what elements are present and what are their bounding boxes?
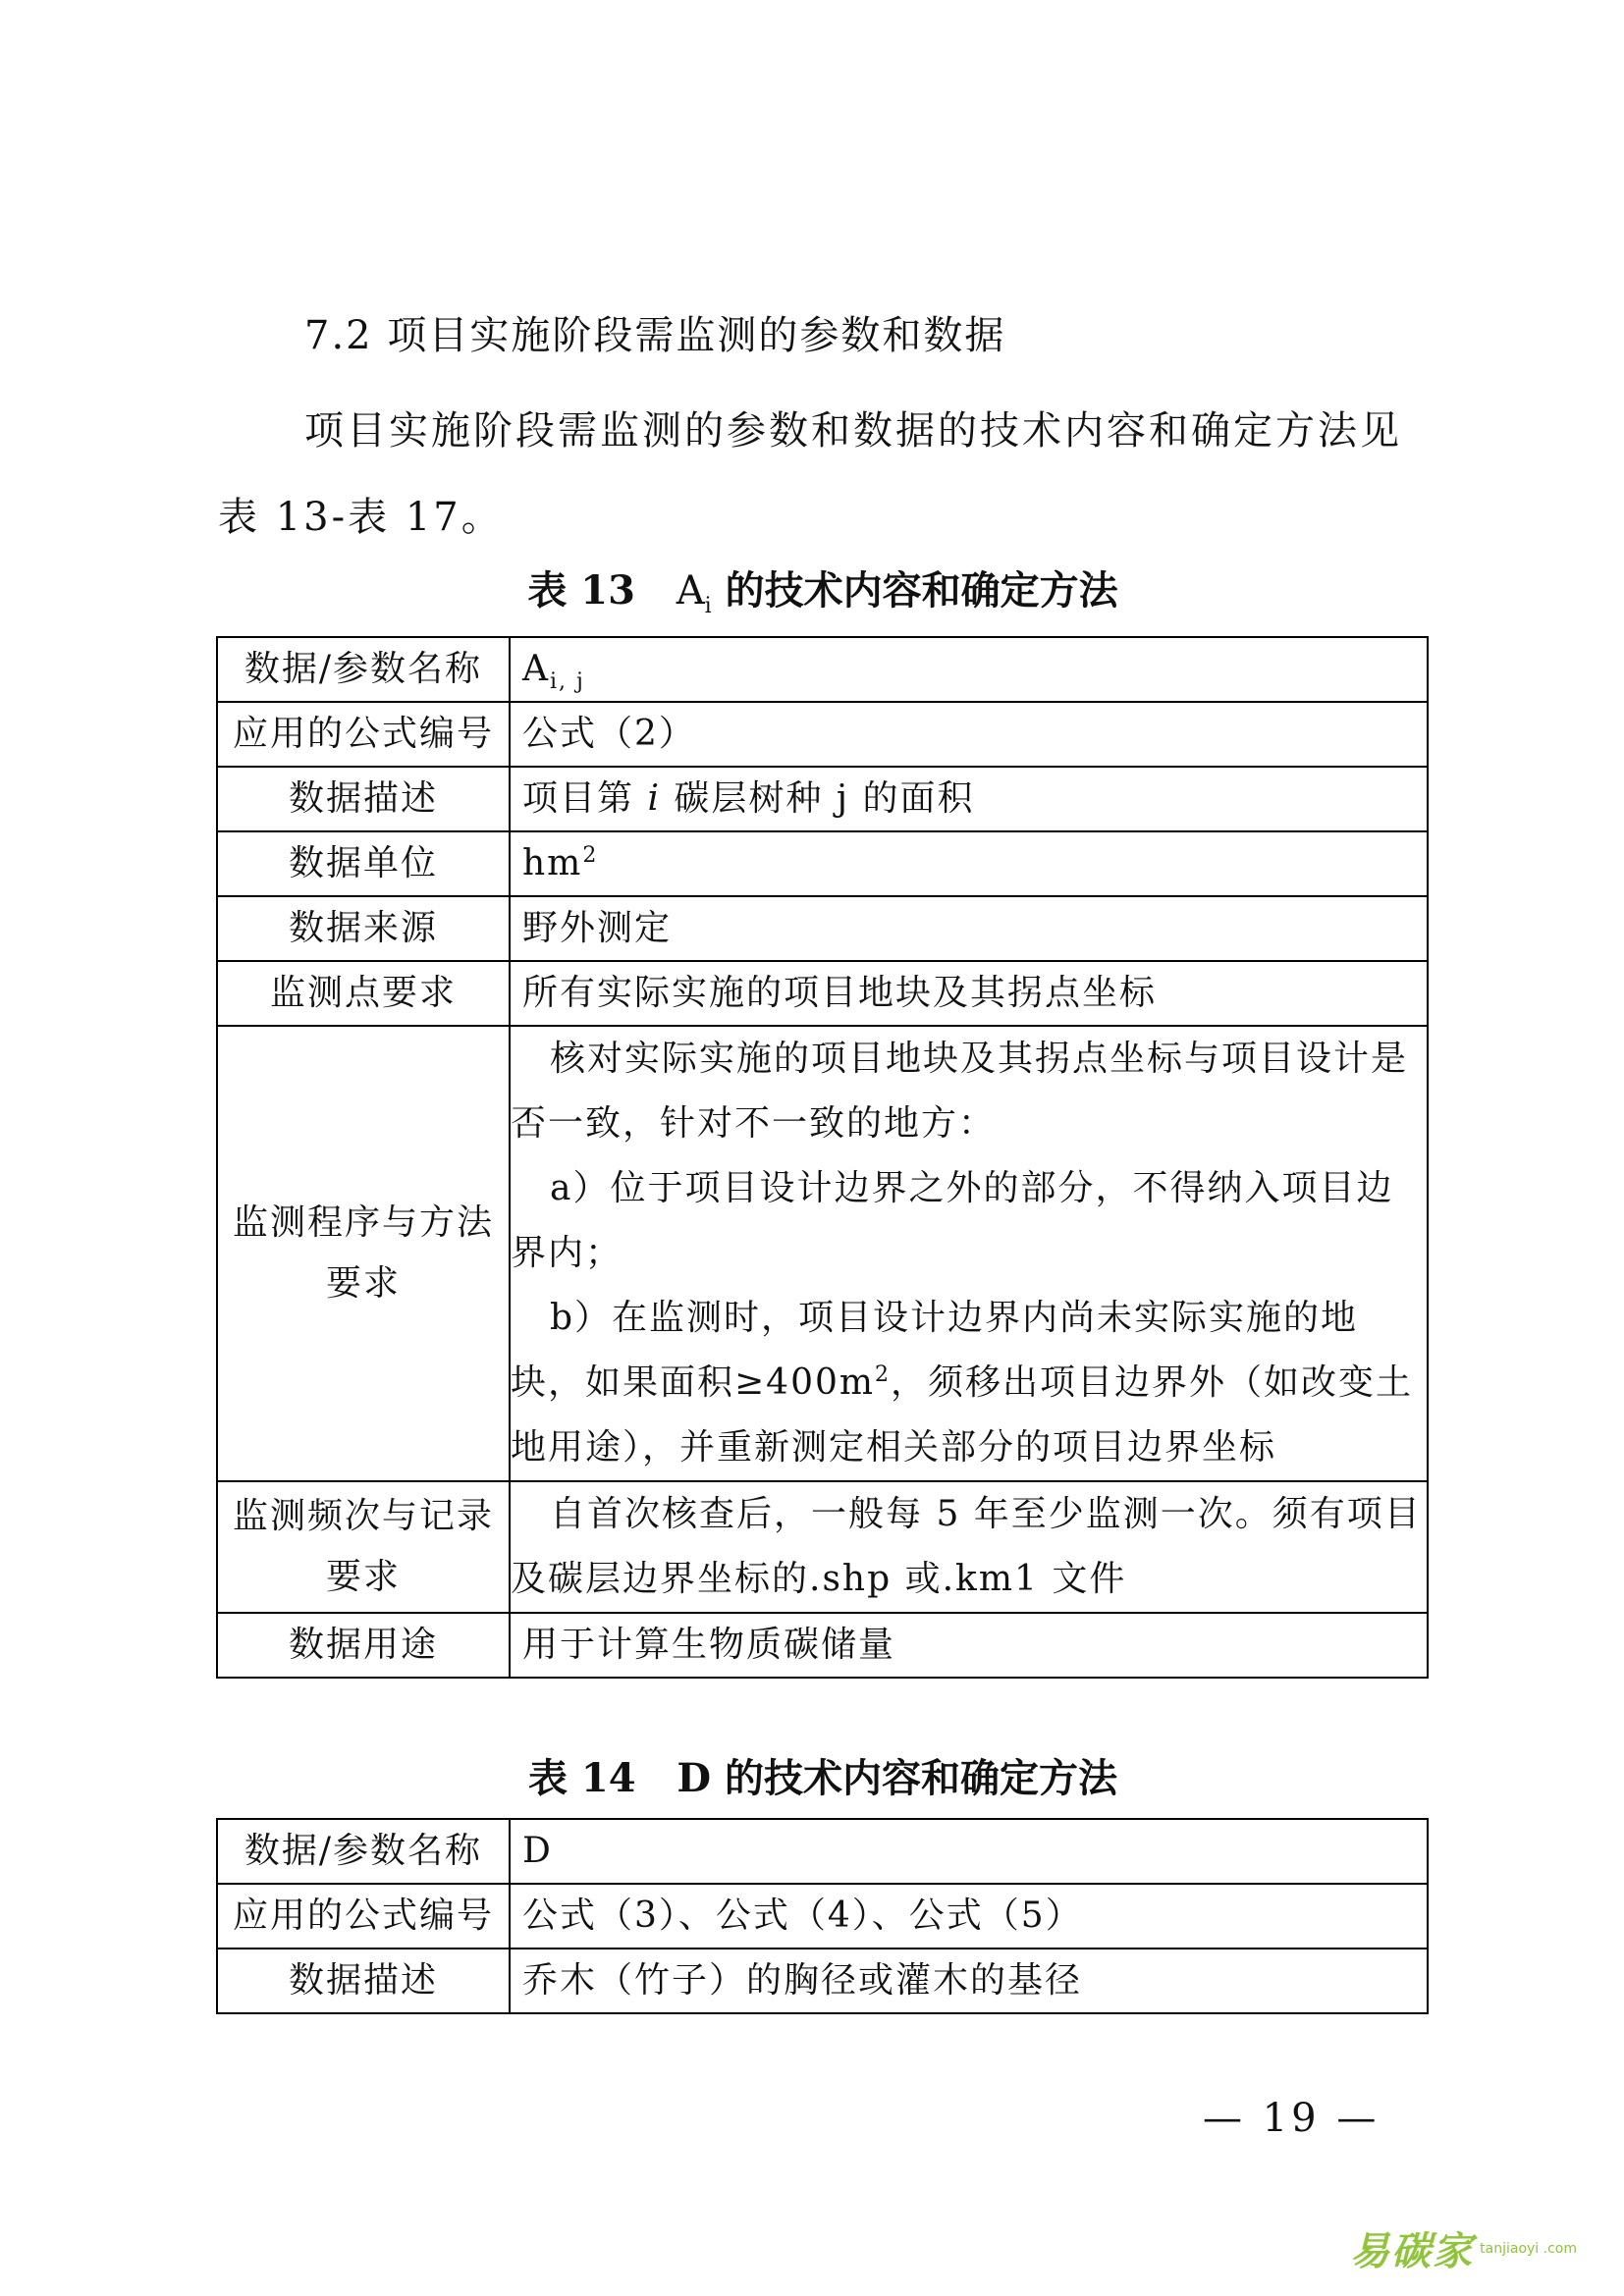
- method-paragraph: 核对实际实施的项目地块及其拐点坐标与项目设计是否一致，针对不一致的地方：: [511, 1039, 1409, 1144]
- desc-part-a: 项目第: [522, 778, 648, 819]
- row-value: [510, 1481, 1428, 1613]
- row-value: [510, 767, 1428, 831]
- table-14-title-prefix: 表 14: [528, 1755, 636, 1801]
- table-14-title: [218, 1747, 1428, 1803]
- row-value: 用于计算生物质碳储量: [510, 1613, 1428, 1678]
- table-row: [217, 1026, 1428, 1481]
- row-label: 数据描述: [217, 767, 510, 831]
- row-label-line: 监测程序与方法: [232, 1202, 494, 1243]
- table-row: [217, 896, 1428, 961]
- table-13-title-suffix: 的技术内容和确定方法: [725, 567, 1118, 614]
- name-symbol-sub: i, j: [550, 669, 585, 695]
- table-13-title: [218, 560, 1428, 618]
- row-label: [217, 1481, 510, 1613]
- watermark-text: 易碳家: [1350, 2229, 1475, 2274]
- table-row: [217, 637, 1428, 702]
- row-value: [510, 1026, 1428, 1481]
- row-label: 应用的公式编号: [217, 1884, 510, 1949]
- table-row: [217, 767, 1428, 831]
- row-label: 数据/参数名称: [217, 1819, 510, 1884]
- table-13-title-prefix: 表 13: [527, 567, 635, 614]
- table-row: [217, 1481, 1428, 1613]
- method-paragraph: [511, 1286, 1423, 1480]
- row-value: 公式（2）: [510, 702, 1428, 767]
- table-14-title-suffix: D 的技术内容和确定方法: [677, 1755, 1117, 1801]
- row-label: 监测点要求: [217, 961, 510, 1026]
- table-row: [217, 1884, 1428, 1949]
- row-value: 公式（3）、公式（4）、公式（5）: [510, 1884, 1428, 1949]
- row-label: [217, 1026, 510, 1481]
- table-row: [217, 702, 1428, 767]
- desc-part-i: i: [647, 778, 661, 819]
- table-13-title-symbol-sub: i: [704, 594, 712, 618]
- unit-text: hm: [522, 843, 583, 883]
- section-heading: 7.2 项目实施阶段需监测的参数和数据: [304, 313, 1006, 358]
- table-13-title-symbol: A: [676, 568, 705, 614]
- method-text: b）在监测时，项目设计边界内尚未实际实施的地块，如果面积≥400m: [511, 1298, 1359, 1403]
- row-value: [510, 637, 1428, 702]
- row-label: 数据/参数名称: [217, 637, 510, 702]
- intro-paragraph: 项目实施阶段需监测的参数和数据的技术内容和确定方法见表 13-表 17。: [218, 408, 1402, 540]
- row-label-line: 要求: [325, 1557, 401, 1597]
- name-symbol: A: [522, 649, 550, 689]
- unit-sup: 2: [582, 843, 599, 868]
- table-row: [217, 831, 1428, 896]
- watermark-sub: tanjiaoyi .com: [1480, 2240, 1577, 2257]
- row-value: 乔木（竹子）的胸径或灌木的基径: [510, 1949, 1428, 2013]
- row-value: 所有实际实施的项目地块及其拐点坐标: [510, 961, 1428, 1026]
- method-text: ，须移出项目边界外（如改变土地用途），并重新测定相关部分的项目边界坐标: [511, 1362, 1414, 1468]
- row-label: 数据描述: [217, 1949, 510, 2013]
- row-label: 数据用途: [217, 1613, 510, 1678]
- row-value: 野外测定: [510, 896, 1428, 961]
- table-13: [216, 636, 1429, 1679]
- desc-part-b: 碳层树种 j 的面积: [660, 778, 975, 819]
- row-value: D: [510, 1819, 1428, 1884]
- table-row: [217, 961, 1428, 1026]
- method-sup: 2: [875, 1362, 892, 1387]
- row-label: 数据单位: [217, 831, 510, 896]
- row-value: [510, 831, 1428, 896]
- table-row: [217, 1613, 1428, 1678]
- row-label-line: 要求: [325, 1263, 401, 1304]
- page-number: — 19 —: [1203, 2096, 1380, 2141]
- row-label-line: 监测频次与记录: [232, 1496, 494, 1536]
- watermark-logo: [1350, 2220, 1577, 2276]
- table-row: [217, 1949, 1428, 2013]
- freq-paragraph: 自首次核查后，一般每 5 年至少监测一次。须有项目及碳层边界坐标的.shp 或.km1 文件: [511, 1494, 1422, 1599]
- table-14: [216, 1818, 1429, 2014]
- row-label: 应用的公式编号: [217, 702, 510, 767]
- table-row: [217, 1819, 1428, 1884]
- method-paragraph: a）位于项目设计边界之外的部分，不得纳入项目边界内；: [511, 1168, 1394, 1273]
- row-label: 数据来源: [217, 896, 510, 961]
